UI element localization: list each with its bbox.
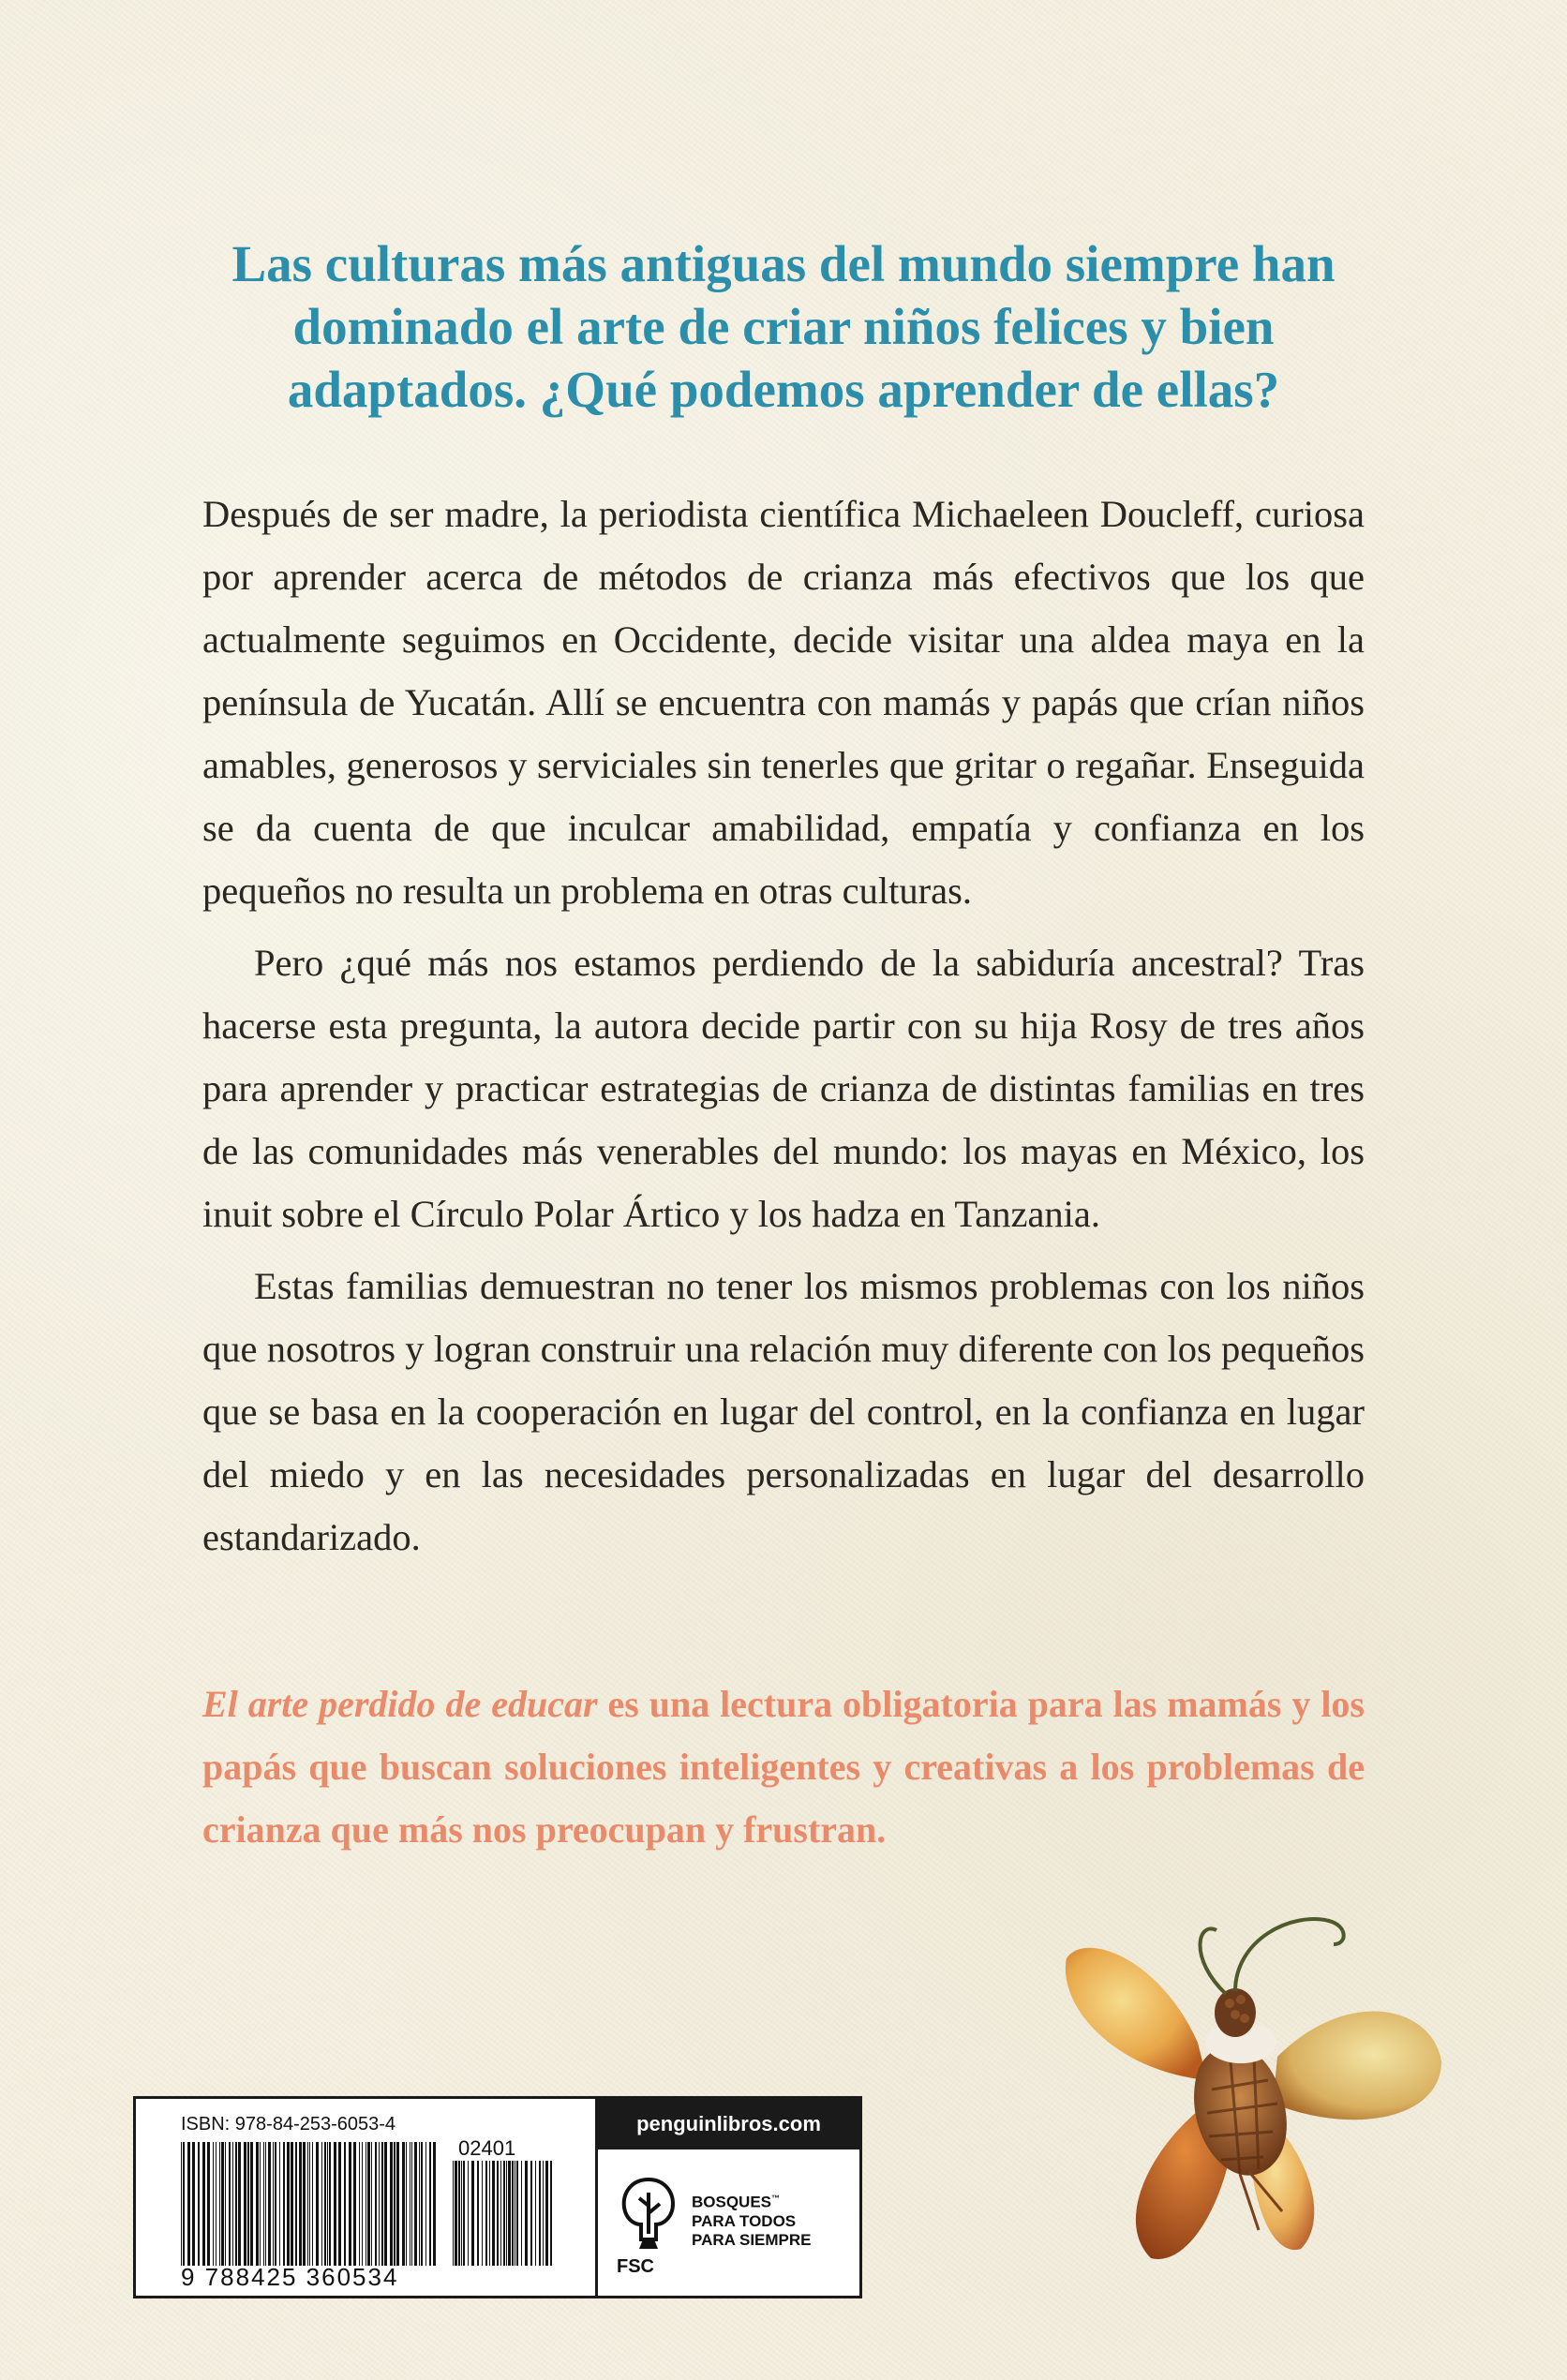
synopsis: [202, 483, 1365, 1578]
barcode-bar: [265, 2142, 266, 2266]
barcode-bar: [482, 2161, 483, 2266]
barcode-bar: [468, 2161, 469, 2266]
barcode-bar: [287, 2142, 290, 2266]
barcode-bar: [371, 2142, 372, 2266]
barcode-bar: [512, 2161, 514, 2266]
barcode-bar: [463, 2161, 465, 2266]
barcode-bar: [247, 2142, 249, 2266]
barcode-bar: [477, 2161, 479, 2266]
barcode-bar: [275, 2142, 276, 2266]
barcode-bar: [379, 2142, 380, 2266]
closing-statement: [202, 1673, 1365, 1861]
barcode-bar: [530, 2161, 532, 2266]
barcode-bar: [497, 2161, 499, 2266]
barcode-bar: [238, 2142, 241, 2266]
barcode-bar: [187, 2142, 190, 2266]
fsc-slogan-line-1: [692, 2189, 860, 2212]
barcode-bar: [202, 2142, 205, 2266]
barcode-bar: [303, 2142, 306, 2266]
barcode-bar: [299, 2142, 302, 2266]
book-title: El arte perdido de educar: [202, 1683, 598, 1725]
barcode-bar: [329, 2142, 331, 2266]
barcode-bar: [327, 2142, 328, 2266]
barcode-bar: [260, 2142, 261, 2266]
barcode-bar: [291, 2142, 293, 2266]
barcode-bar: [295, 2142, 297, 2266]
fsc-tree-icon: [615, 2174, 682, 2254]
barcode-bar: [321, 2142, 322, 2266]
synopsis-paragraph-2: Pero ¿qué más nos estamos perdiendo de la sabiduría ancestral? Tras hacerse esta pregunta, la autora decide partir con su hija Rosy de tres años para aprender y practicar estrategias de crianza de distintas familias en tres de las comunidades más venerables del mundo: los mayas en México, los inuit sobre el Círculo Polar Ártico y los hadza en Tanzania.: [202, 942, 1365, 1235]
barcode-bar: [263, 2142, 264, 2266]
barcode-bar: [433, 2142, 436, 2266]
barcode-bar: [414, 2142, 417, 2266]
barcode-bar: [225, 2142, 226, 2266]
barcode-bar: [229, 2142, 231, 2266]
barcode-bar: [344, 2142, 346, 2266]
barcode-panel: [133, 2096, 862, 2298]
barcode-bar: [359, 2142, 360, 2266]
barcode-bar: [521, 2161, 522, 2266]
barcode-bar: [235, 2142, 237, 2266]
fsc-slogan-line-2: PARA TODOS: [692, 2211, 797, 2230]
barcode-bar: [312, 2142, 313, 2266]
barcode-bar: [406, 2142, 407, 2266]
barcode-bar: [362, 2142, 363, 2266]
fsc-slogan: [692, 2189, 860, 2250]
barcode-bar: [455, 2161, 457, 2266]
barcode-bar: [181, 2142, 182, 2266]
barcode-bar: [461, 2161, 462, 2266]
publisher-website: penguinlibros.com: [598, 2099, 859, 2149]
barcode-bar: [256, 2142, 259, 2266]
barcode-bar: [207, 2142, 210, 2266]
barcode-bar: [324, 2142, 326, 2266]
barcode-bar: [539, 2161, 541, 2266]
barcode-bar: [458, 2161, 460, 2266]
barcode-bar: [250, 2142, 253, 2266]
barcode-bar: [367, 2142, 370, 2266]
barcode-bar: [349, 2142, 351, 2266]
barcode-bar: [394, 2142, 395, 2266]
barcode-bar: [353, 2142, 356, 2266]
trademark-symbol: ™: [771, 2194, 781, 2203]
barcode-bar: [525, 2161, 528, 2266]
isbn-label: ISBN: 978-84-253-6053-4: [181, 2114, 396, 2135]
fsc-slogan-line-3: PARA SIEMPRE: [692, 2230, 812, 2249]
barcode-bar: [550, 2161, 552, 2266]
barcode-bar: [489, 2161, 490, 2266]
barcode-bar: [543, 2161, 544, 2266]
pinecone-insect-illustration: [1048, 1902, 1460, 2296]
barcode-bar: [425, 2142, 426, 2266]
barcode-bar: [316, 2142, 319, 2266]
barcode-bar: [244, 2142, 246, 2266]
barcode-bar: [506, 2161, 507, 2266]
barcode-bar: [508, 2161, 511, 2266]
addon-barcode: [453, 2161, 556, 2266]
addon-number: 02401: [458, 2136, 516, 2160]
headline: Las culturas más antiguas del mundo siempre han dominado el arte de criar niños felices y bien adaptados. ¿Qué podemos aprender de ellas?: [231, 235, 1336, 418]
barcode-bar: [279, 2142, 280, 2266]
barcode-bar: [411, 2142, 412, 2266]
publisher-area: [595, 2099, 859, 2296]
barcode-bar: [384, 2142, 387, 2266]
barcode-bar: [232, 2142, 233, 2266]
barcode-bar: [338, 2142, 341, 2266]
barcode-bar: [453, 2161, 454, 2266]
synopsis-paragraph-3: Estas familias demuestran no tener los mismos problemas con los niños que nosotros y logran construir una relación muy diferente con los pequeños que se basa en la cooperación en lugar del control, en la confianza en lugar del miedo y en las necesidades personalizadas en lugar del desarrollo estandarizado.: [202, 1265, 1365, 1558]
barcode-bar: [421, 2142, 423, 2266]
ean-barcode: [181, 2142, 436, 2266]
barcode-bar: [309, 2142, 310, 2266]
barcode-bar: [402, 2142, 405, 2266]
barcode-bar: [375, 2142, 377, 2266]
closing-text: es una lectura obligatoria para las mamás y los papás que buscan soluciones inteligentes y creativas a los problemas de crianza que más nos preocupan y frustran.: [202, 1683, 1365, 1851]
barcode-bar: [307, 2142, 308, 2266]
barcode-bar: [192, 2142, 195, 2266]
barcode-bar: [503, 2161, 505, 2266]
barcode-bar: [545, 2161, 548, 2266]
synopsis-paragraph-1: Después de ser madre, la periodista científica Michaeleen Doucleff, curiosa por aprender acerca de métodos de crianza más efectivos que los que actualmente seguimos en Occidente, decide visitar una aldea maya en la península de Yucatán. Allí se encuentra con mamás y papás que crían niños amables, generosos y serviciales sin tenerles que gritar o regañar. Enseguida se da cuenta de que inculcar amabilidad, empatía y confianza en los pequeños no resulta un problema en otras culturas.: [202, 493, 1365, 912]
barcode-bar: [221, 2142, 224, 2266]
barcode-bar: [219, 2142, 220, 2266]
barcode-bar: [268, 2142, 271, 2266]
barcode-bar: [390, 2142, 393, 2266]
barcode-digits: 9 788425 360534: [181, 2263, 399, 2291]
barcode-bar: [381, 2142, 383, 2266]
barcode-bar: [334, 2142, 336, 2266]
barcode-bar: [198, 2142, 200, 2266]
barcode-bar: [500, 2161, 501, 2266]
barcode-bar: [471, 2161, 474, 2266]
barcode-bar: [429, 2142, 431, 2266]
barcode-bar: [283, 2142, 285, 2266]
fsc-line-1-text: BOSQUES: [692, 2193, 772, 2211]
barcode-bar: [485, 2161, 487, 2266]
barcode-bar: [273, 2142, 274, 2266]
barcode-bar: [183, 2142, 185, 2266]
barcode-bar: [419, 2142, 420, 2266]
fsc-label: FSC: [617, 2256, 654, 2277]
barcode-bar: [213, 2142, 214, 2266]
barcode-area: [136, 2099, 595, 2296]
barcode-bar: [492, 2161, 495, 2266]
barcode-bar: [396, 2142, 399, 2266]
barcode-bar: [535, 2161, 536, 2266]
barcode-bar: [516, 2161, 518, 2266]
